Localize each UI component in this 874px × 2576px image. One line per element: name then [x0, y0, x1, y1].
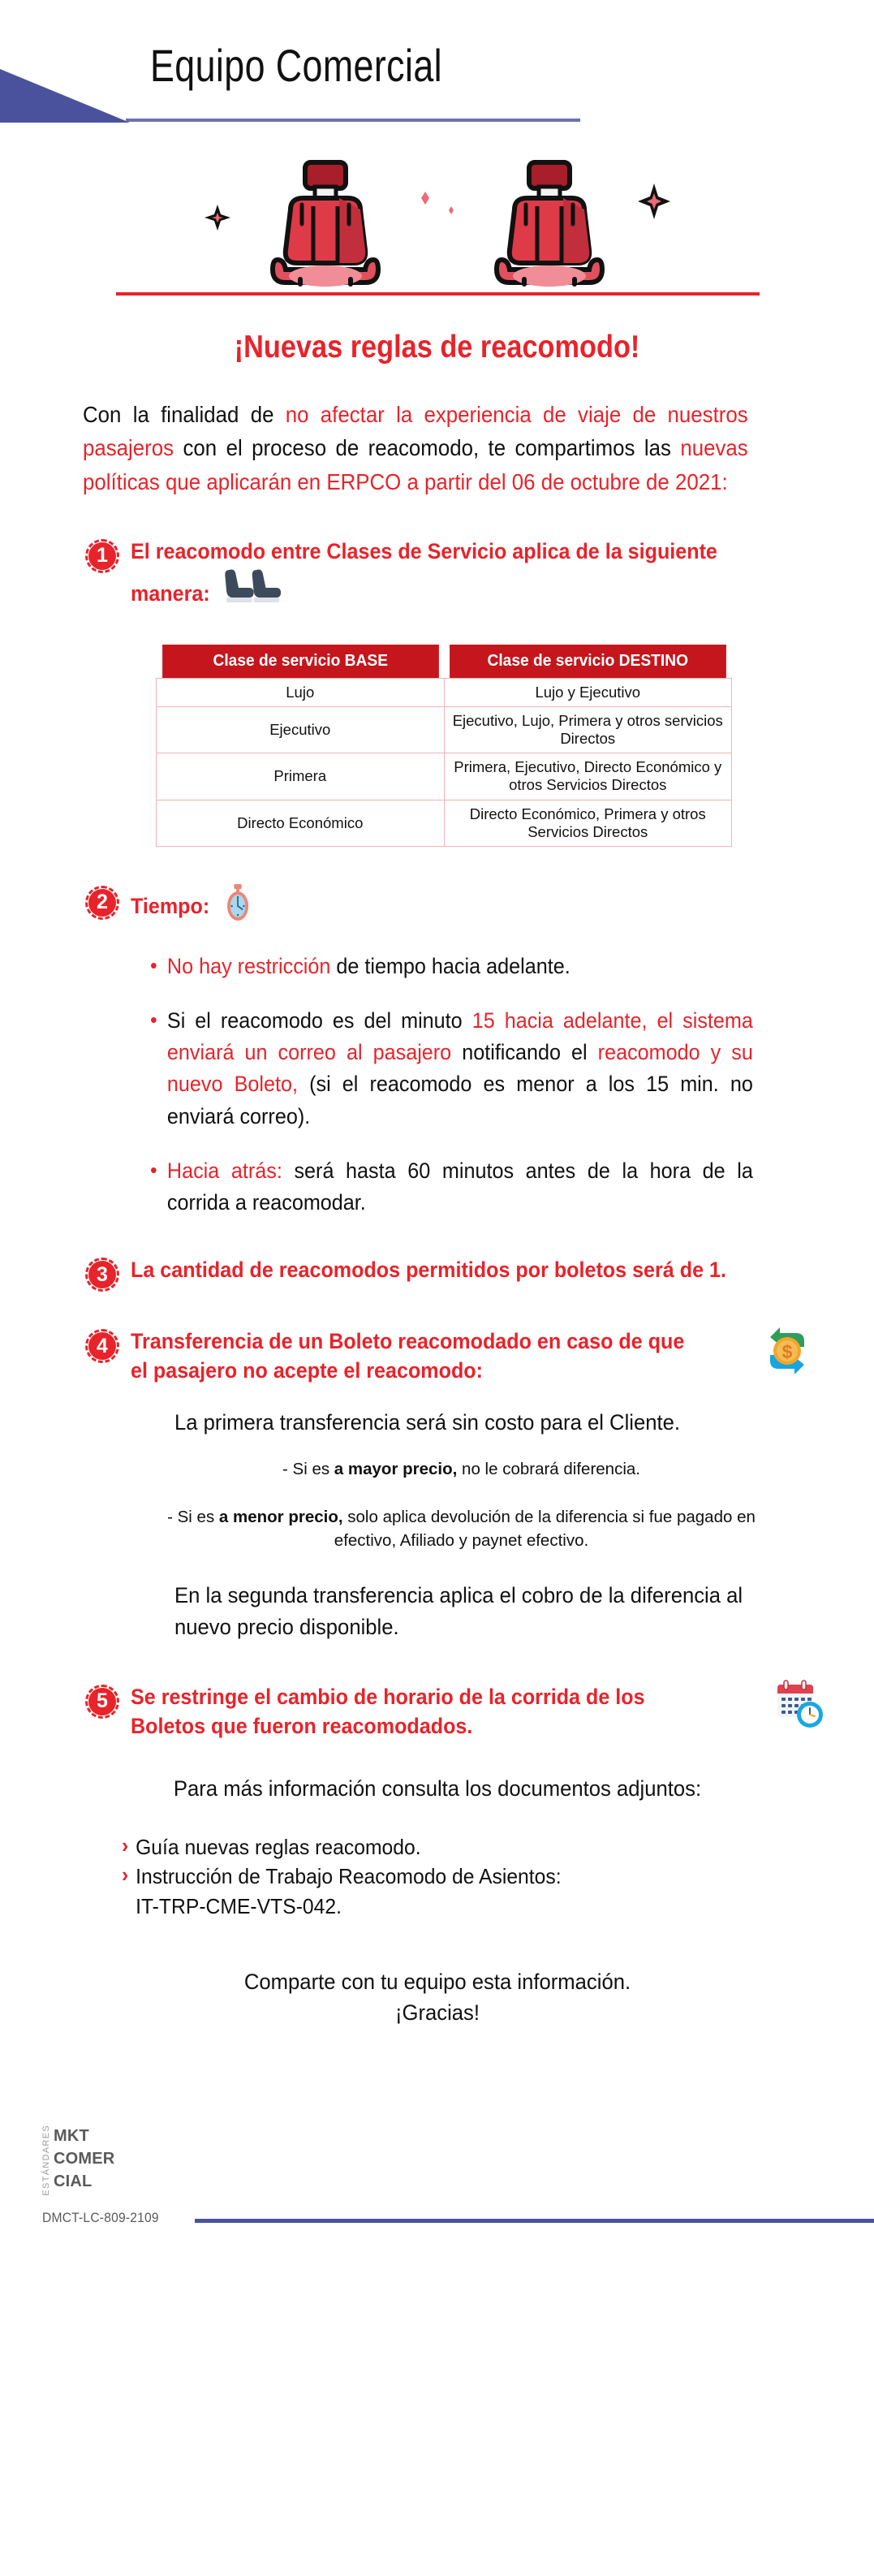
car-seat-icon — [265, 156, 386, 294]
table-cell-destino: Directo Económico, Primera y otros Servicios Directos — [444, 800, 732, 846]
note-menor-prefix: - Si es — [167, 1507, 219, 1526]
logo-line-1: MKT — [54, 2126, 89, 2145]
intro-text-3: con el proceso de reacomodo, te compartimos las — [174, 435, 681, 461]
bullet-1-black: de tiempo hacia adelante. — [330, 953, 570, 978]
transfer-sub-notes — [162, 1458, 760, 1552]
table-cell-base: Primera — [157, 753, 445, 800]
intro-paragraph — [83, 398, 748, 498]
document-item-code: IT-TRP-CME-VTS-042. — [136, 1893, 342, 1918]
money-transfer-icon — [759, 1323, 816, 1383]
svg-text:$: $ — [781, 1341, 793, 1363]
transfer-first-line: La primera transferencia será sin costo para el Cliente. — [174, 1410, 681, 1435]
section-2-title-text: Tiempo: — [131, 893, 210, 918]
bullet-2-red-1: 15 hacia adelante, el sistema enviará un correo al pasajero — [166, 1008, 753, 1065]
page-title: Equipo Comercial — [150, 40, 442, 91]
brand-logo — [42, 2125, 114, 2198]
service-class-table-wrapper — [156, 645, 874, 847]
header-wedge-decoration — [0, 69, 130, 123]
car-seats-group — [0, 156, 874, 294]
transfer-second-line: En la segunda transferencia aplica el cobro de la diferencia al nuevo precio disponible. — [174, 1583, 743, 1640]
badge-number: 5 — [88, 1688, 116, 1715]
bullet-item — [150, 1005, 753, 1133]
bullet-2-black-2: notificando el — [451, 1040, 598, 1065]
logo-line-3: CIAL — [54, 2173, 93, 2191]
section-number-badge — [85, 539, 119, 573]
table-header-base: Clase de servicio BASE — [162, 645, 438, 679]
intro-text-2: no afectar la experiencia de viaje de nuestros pasajeros — [83, 402, 748, 461]
table-cell-base: Directo Económico — [157, 800, 445, 846]
bullet-2-red-2: reacomodo y su nuevo Boleto, — [166, 1040, 753, 1097]
section-5-title: Se restringe el cambio de horario de la corrida de los Boletos que fueron reacomodados. — [131, 1684, 645, 1738]
badge-number: 1 — [88, 542, 116, 570]
table-cell-base: Ejecutivo — [157, 706, 445, 753]
hero-illustration — [0, 138, 874, 300]
section-4-title: Transferencia de un Boleto reacomodado en caso de que el pasajero no acepte el reacomodo: — [131, 1329, 685, 1383]
bullet-item — [150, 1155, 753, 1219]
table-cell-destino: Primera, Ejecutivo, Directo Económico y otros Servicios Directos — [444, 753, 732, 800]
page-header — [0, 0, 874, 138]
sparkle-icon — [633, 172, 675, 294]
section-1-title-text: El reacomodo entre Clases de Servicio aplica de la siguiente manera: — [131, 538, 717, 606]
more-info-text: Para más información consulta los documentos adjuntos: — [173, 1776, 701, 1801]
note-menor-bold: a menor precio, — [218, 1507, 343, 1526]
intro-text-4: nuevas políticas que aplicarán en ERPCO a partir del 06 de octubre de 2021: — [83, 435, 748, 494]
bullet-2-black-3: (si el reacomodo es menor a los 15 min. no enviará correo). — [166, 1072, 753, 1128]
document-item[interactable]: › Guía nuevas reglas reacomodo. — [122, 1832, 837, 1862]
intro-text-1: Con la finalidad de — [83, 402, 286, 427]
sparkle-icon — [200, 172, 242, 294]
page-footer — [0, 2107, 874, 2277]
table-row — [157, 706, 732, 753]
bullet-1-red: No hay restricción — [166, 953, 331, 978]
section-5 — [85, 1683, 825, 1741]
section-3-title: La cantidad de reacomodos permitidos por boletos será de 1. — [131, 1258, 726, 1283]
logo-vertical-label: ESTÁNDARES — [41, 2124, 51, 2196]
note-mayor-prefix: - Si es — [282, 1460, 334, 1479]
document-code: DMCT-LC-809-2109 — [42, 2209, 159, 2225]
bullet-3-black: será hasta 60 minutos antes de la hora de la corrida a reacomodar. — [166, 1158, 753, 1215]
note-mayor-suffix: no le cobrará diferencia. — [457, 1460, 640, 1479]
transfer-note-mayor — [162, 1458, 760, 1482]
section-number-badge — [85, 1685, 119, 1719]
table-header-destino: Clase de servicio DESTINO — [450, 645, 725, 679]
section-3 — [85, 1256, 825, 1292]
closing-line-2: ¡Gracias! — [394, 2000, 480, 2026]
section-number-badge — [85, 1258, 119, 1292]
documents-list — [122, 1832, 837, 1921]
badge-number: 3 — [88, 1261, 116, 1288]
note-menor-suffix: solo aplica devolución de la diferencia si fue pagado en efectivo, Afiliado y paynet efectivo. — [334, 1507, 756, 1550]
car-seat-icon — [489, 156, 610, 294]
table-row — [157, 800, 732, 846]
section-number-badge — [85, 886, 119, 920]
table-cell-base: Lujo — [157, 678, 445, 706]
logo-line-2: COMER — [54, 2149, 115, 2168]
bullet-3-red: Hacia atrás: — [166, 1158, 282, 1183]
bullet-2-black-1: Si el reacomodo es del minuto — [166, 1008, 472, 1033]
document-item[interactable]: › Instrucción de Trabajo Reacomodo de Asientos: — [122, 1862, 837, 1891]
sparkle-icon — [409, 156, 466, 294]
table-cell-destino: Lujo y Ejecutivo — [444, 678, 732, 706]
main-heading: ¡Nuevas reglas de reacomodo! — [234, 330, 640, 365]
stopwatch-icon — [222, 884, 252, 930]
footer-rule — [195, 2219, 874, 2223]
closing-message — [167, 1966, 707, 2029]
table-header-row — [157, 645, 732, 679]
bullet-item — [150, 951, 753, 982]
badge-number: 2 — [88, 889, 116, 917]
service-class-table — [156, 645, 732, 847]
section-4 — [85, 1327, 825, 1386]
section-1 — [85, 537, 825, 617]
badge-number: 4 — [88, 1332, 116, 1360]
table-row — [157, 753, 732, 800]
calendar-clock-icon — [775, 1680, 825, 1734]
time-bullet-list — [150, 951, 817, 1219]
airplane-seats-icon — [223, 567, 282, 617]
table-row — [157, 678, 732, 706]
hero-divider-rule — [116, 292, 760, 296]
section-number-badge — [85, 1329, 119, 1363]
section-2-title — [131, 884, 777, 930]
header-underline-rule — [126, 119, 580, 122]
transfer-note-menor — [162, 1506, 760, 1552]
section-1-title — [131, 537, 777, 617]
note-mayor-bold: a mayor precio, — [334, 1460, 458, 1479]
logo-stacked-text — [54, 2125, 114, 2194]
section-2 — [85, 884, 825, 930]
table-cell-destino: Ejecutivo, Lujo, Primera y otros servicios Directos — [444, 706, 732, 753]
closing-line-1: Comparte con tu equipo esta información. — [243, 1969, 631, 1994]
